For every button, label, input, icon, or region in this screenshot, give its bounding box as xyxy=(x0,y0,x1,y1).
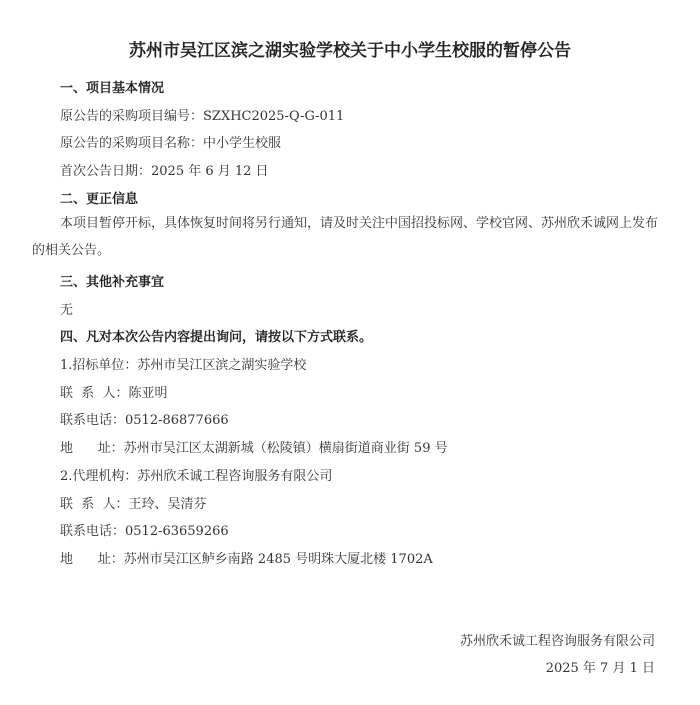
section1-heading: 一、项目基本情况 xyxy=(60,81,165,96)
agent-unit: 2.代理机构：苏州欣禾诚工程咨询服务有限公司 xyxy=(60,469,333,484)
agent-address: 地 址：苏州市吴江区鲈乡南路 2485 号明珠大厦北楼 1702A xyxy=(60,552,433,567)
section3-heading: 三、其他补充事宜 xyxy=(60,275,165,290)
section4-heading: 四、凡对本次公告内容提出询问，请按以下方式联系。 xyxy=(60,330,373,345)
agent-phone: 联系电话：0512-63659266 xyxy=(60,524,229,539)
section2-heading: 二、更正信息 xyxy=(60,192,139,207)
agent-contact: 联 系 人：王玲、吴清芬 xyxy=(60,497,207,512)
tenderer-unit: 1.招标单位：苏州市吴江区滨之湖实验学校 xyxy=(60,358,307,373)
page-title: 苏州市吴江区滨之湖实验学校关于中小学生校服的暂停公告 xyxy=(129,41,571,61)
tenderer-contact: 联 系 人：陈亚明 xyxy=(60,386,168,401)
first-announcement-date: 首次公告日期：2025 年 6 月 12 日 xyxy=(60,164,269,179)
correction-info: 本项目暂停开标，具体恢复时间将另行通知，请及时关注中国招投标网、学校官网、苏州欣禾诚网上发布的相关公告。 xyxy=(32,216,659,258)
tenderer-phone: 联系电话：0512-86877666 xyxy=(60,413,229,428)
signature-org: 苏州欣禾诚工程咨询服务有限公司 xyxy=(459,634,655,649)
project-name: 原公告的采购项目名称：中小学生校服 xyxy=(60,136,282,151)
other-matters: 无 xyxy=(60,303,74,318)
signature-date: 2025 年 7 月 1 日 xyxy=(545,661,655,676)
project-number: 原公告的采购项目编号：SZXHC2025-Q-G-011 xyxy=(60,109,345,124)
tenderer-address: 地 址：苏州市吴江区太湖新城（松陵镇）横扇街道商业街 59 号 xyxy=(60,441,448,456)
